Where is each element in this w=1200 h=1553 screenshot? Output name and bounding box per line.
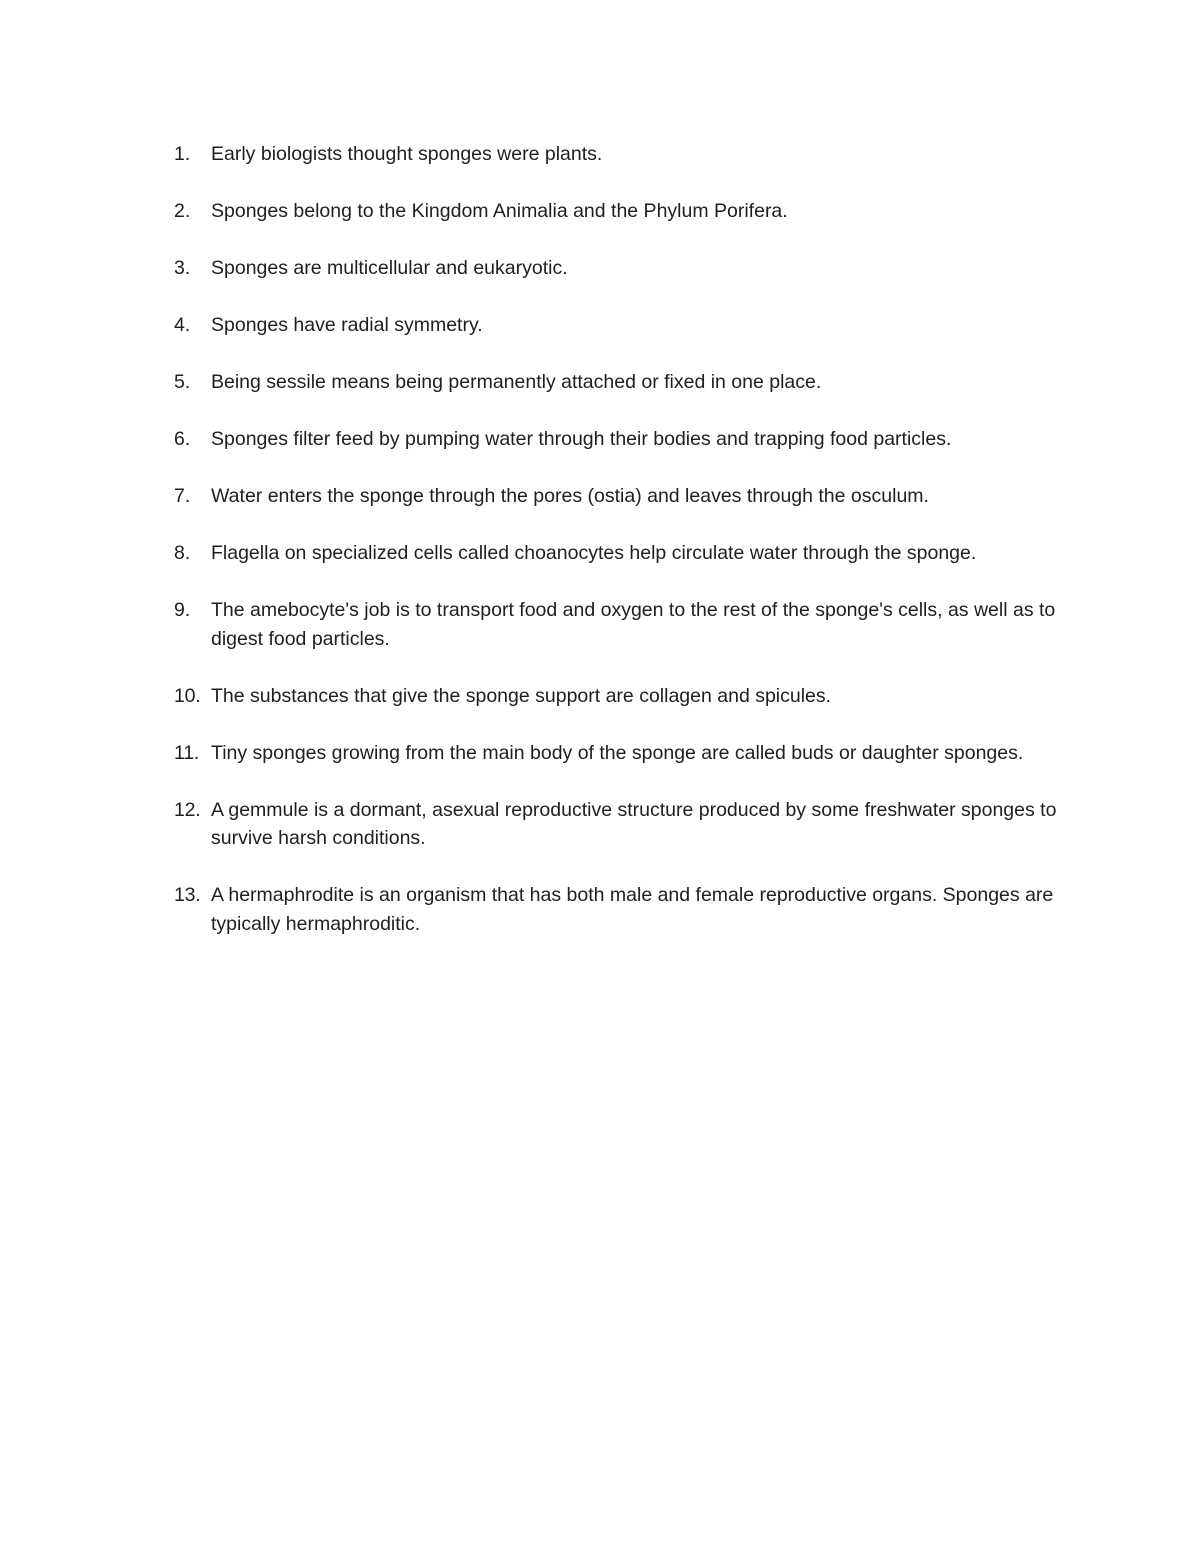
- item-text: Sponges filter feed by pumping water through their bodies and trapping food particles.: [211, 428, 952, 450]
- item-text: Sponges are multicellular and eukaryotic.: [211, 257, 568, 279]
- item-number: 5.: [174, 371, 191, 393]
- item-number: 2.: [174, 200, 191, 222]
- answer-list: [174, 140, 1074, 967]
- item-text: Tiny sponges growing from the main body of the sponge are called buds or daughter sponges.: [211, 741, 1024, 764]
- item-text: Water enters the sponge through the pores (ostia) and leaves through the osculum.: [211, 485, 929, 507]
- item-text: The substances that give the sponge support are collagen and spicules.: [211, 684, 832, 707]
- list-item: [174, 368, 1074, 397]
- list-item: [174, 596, 1074, 653]
- list-item: [174, 881, 1074, 938]
- item-number: 1.: [174, 143, 191, 165]
- list-item: [174, 682, 1074, 711]
- item-text: Early biologists thought sponges were plants.: [211, 143, 603, 165]
- list-item: [174, 796, 1074, 853]
- list-item: [174, 254, 1074, 283]
- item-number: 9.: [174, 599, 191, 621]
- list-item: [174, 739, 1074, 768]
- item-number: 3.: [174, 257, 191, 279]
- item-number: 12.: [174, 798, 201, 821]
- list-item: [174, 140, 1074, 169]
- item-text: Sponges have radial symmetry.: [211, 314, 483, 336]
- item-text: Sponges belong to the Kingdom Animalia and the Phylum Porifera.: [211, 200, 788, 222]
- item-text: Flagella on specialized cells called choanocytes help circulate water through the sponge.: [211, 542, 977, 564]
- item-text: Being sessile means being permanently attached or fixed in one place.: [211, 371, 822, 393]
- list-item: [174, 425, 1074, 454]
- item-text: A hermaphrodite is an organism that has both male and female reproductive organs. Sponges are typically hermaphroditic.: [211, 884, 1054, 935]
- item-number: 6.: [174, 428, 191, 450]
- item-number: 11.: [174, 741, 200, 764]
- item-number: 8.: [174, 542, 191, 564]
- item-text: A gemmule is a dormant, asexual reproductive structure produced by some freshwater sponges to survive harsh conditions.: [211, 798, 1057, 849]
- item-text: The amebocyte's job is to transport food and oxygen to the rest of the sponge's cells, as well as to digest food particles.: [211, 599, 1056, 650]
- item-number: 7.: [174, 485, 191, 507]
- item-number: 13.: [174, 884, 201, 906]
- list-item: [174, 311, 1074, 340]
- item-number: 10.: [174, 684, 201, 707]
- list-item: [174, 482, 1074, 511]
- list-item: [174, 197, 1074, 226]
- list-item: [174, 539, 1074, 568]
- item-number: 4.: [174, 314, 191, 336]
